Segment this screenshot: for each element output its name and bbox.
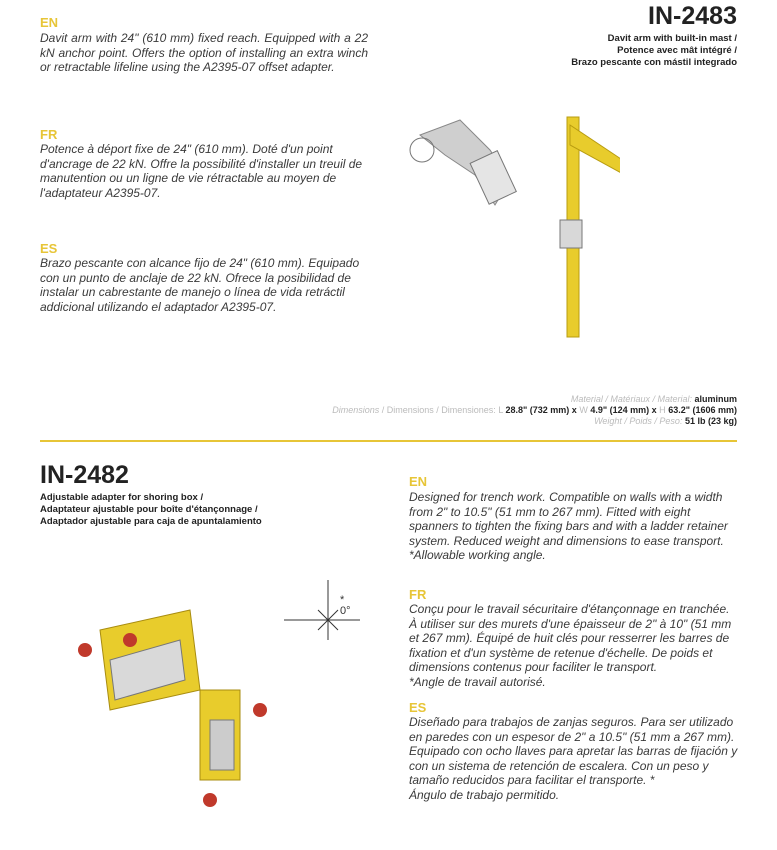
en-description: Davit arm with 24" (610 mm) fixed reach. Equipped with a 22 kN anchor point. Offers the option of installing an extra winch or retractable lifeline using the A2395-07 offset adapter. (40, 31, 368, 74)
weight-value: 51 lb (23 kg) (684, 416, 737, 426)
w-label: W (579, 405, 588, 415)
en-description (409, 490, 739, 563)
specs-block (332, 394, 737, 427)
en-note: *Allowable working angle. (409, 548, 546, 562)
subtitle-es: Adaptador ajustable para caja de apuntalamiento (40, 516, 262, 527)
fr-description: Potence à déport fixe de 24" (610 mm). Doté d'un point d'ancrage de 22 kN. Offre la possibilité d'installer un treuil de manutention ou un ligne de vie rétractable au moyen de l'adaptateur A2395-07. (40, 142, 363, 200)
subtitle-fr: Potence avec mât intégré / (617, 45, 737, 56)
width-value: 4.9" (124 mm) x (590, 405, 657, 415)
h-label: H (659, 405, 666, 415)
product-subtitle-bottom (40, 492, 262, 528)
fr-text: Conçu pour le travail sécuritaire d'étançonnage en tranchée. À utiliser sur des murets d'une épaisseur de 2" à 10" (51 mm et 267 mm). Équipé de huit clés pour resserrer les barres de fixation et d'un système de retenue d'échelle. De poids et dimensions contenus pour faciliter le transport. (409, 602, 732, 674)
material-label: Material / Matériaux / Material: (570, 394, 692, 404)
angle-star: * (340, 594, 345, 606)
product-code-bottom: IN-2482 (40, 461, 129, 489)
length-value: 28.8" (732 mm) x (505, 405, 577, 415)
angle-value: 0° (340, 605, 351, 617)
fr-label: FR (40, 127, 58, 142)
subtitle-fr: Adaptateur ajustable pour boîte d'étançonnage / (40, 504, 258, 515)
fr-note: *Angle de travail autorisé. (409, 674, 546, 689)
dimensions-label: Dimensions (332, 405, 380, 415)
material-value: aluminum (694, 394, 737, 404)
es-note: Ángulo de trabajo permitido. (409, 787, 560, 802)
fr-description (409, 602, 739, 689)
weight-label: Weight / Poids / Peso: (594, 416, 683, 426)
davit-arm-image (400, 105, 620, 345)
es-description: Brazo pescante con alcance fijo de 24" (610 mm). Equipado con un punto de anclaje de 22 kN. Ofrece la posibilidad de instalar un cabrestante de manejo o línea de vida retráctil addicional utilizando el adaptador A2395-07. (40, 256, 360, 314)
subtitle-en: Adjustable adapter for shoring box / (40, 492, 204, 503)
subtitle-es: Brazo pescante con mástil integrado (571, 57, 737, 68)
es-description (409, 715, 739, 802)
section-divider (40, 440, 737, 442)
dimensions-label-2: / Dimensions / Dimensiones: (379, 405, 496, 415)
product-code-top: IN-2483 (648, 2, 737, 30)
es-text: Diseñado para trabajos de zanjas seguros. Para ser utilizado en paredes con un espesor de 2" a 10.5" (51 mm a 267 mm). Equipado con ocho llaves para apretar las barras de fijación y con un sistema de retención de escalera. Con un peso y tamaño reducidos para facilitar el transporte. * (409, 715, 738, 787)
height-value: 63.2" (1606 mm) (668, 405, 737, 415)
en-label: EN (40, 15, 59, 30)
shoring-adapter-image (60, 580, 370, 840)
es-label: ES (409, 700, 427, 715)
subtitle-en: Davit arm with built-in mast / (607, 33, 737, 44)
es-label: ES (40, 241, 58, 256)
product-subtitle-top (571, 33, 737, 69)
en-text: Designed for trench work. Compatible on walls with a width from 2" to 10.5" (51 mm to 267 mm). Fitted with eight spanners to tighten the fixing bars and with a ladder retainer system. Reduced weight and dimensions to ease transport. (409, 490, 728, 548)
en-label: EN (409, 474, 428, 489)
fr-label: FR (409, 587, 427, 602)
l-label: L (498, 405, 503, 415)
